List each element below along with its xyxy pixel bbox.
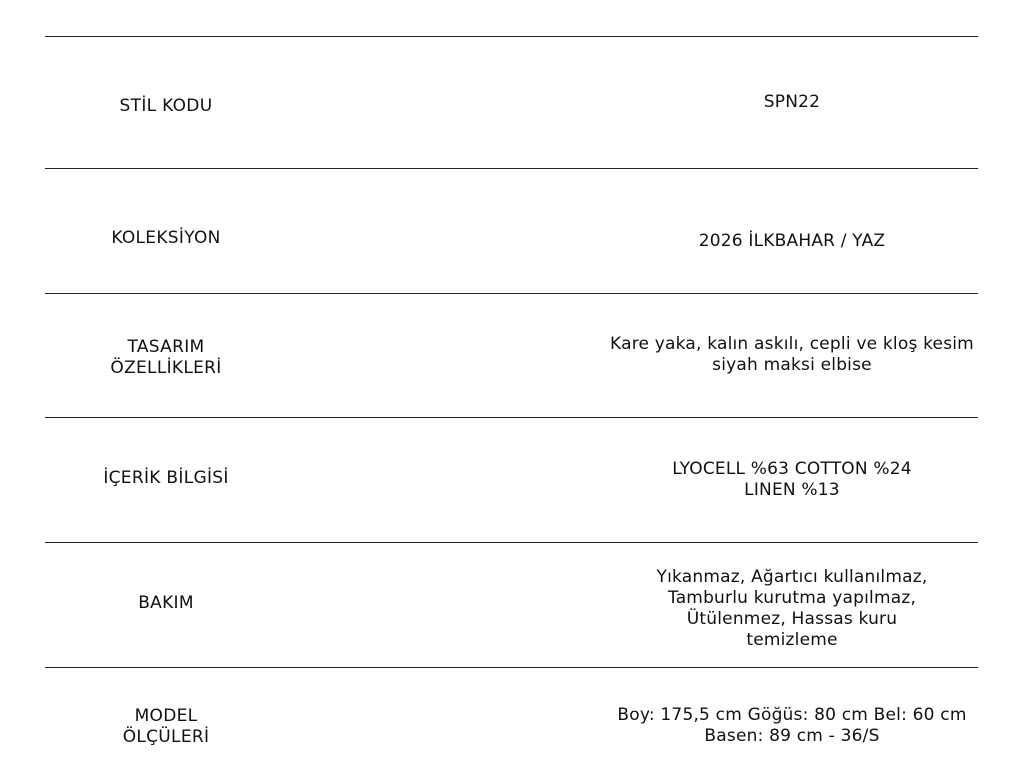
spec-row-design-features: [45, 294, 978, 418]
spec-label: TASARIM ÖZELLİKLERİ: [110, 337, 222, 378]
spec-value: SPN22: [763, 92, 821, 112]
spec-label: KOLEKSİYON: [111, 228, 221, 248]
spec-label: BAKIM: [138, 593, 194, 613]
spec-row-collection: [45, 169, 978, 294]
spec-value: LYOCELL %63 COTTON %24 LINEN %13: [672, 459, 912, 500]
spec-label: STİL KODU: [119, 96, 213, 116]
spec-value: Boy: 175,5 cm Göğüs: 80 cm Bel: 60 cm Basen: 89 cm - 36/S: [617, 705, 967, 746]
spec-label: MODEL ÖLÇÜLERİ: [122, 706, 210, 747]
spec-value: Yıkanmaz, Ağartıcı kullanılmaz, Tamburlu kurutma yapılmaz, Ütülenmez, Hassas kuru temizleme: [656, 567, 928, 650]
spec-label: İÇERİK BİLGİSİ: [103, 468, 229, 488]
product-spec-table: [45, 36, 978, 772]
spec-value: Kare yaka, kalın askılı, cepli ve kloş kesim siyah maksi elbise: [610, 334, 974, 375]
spec-value: 2026 İLKBAHAR / YAZ: [698, 231, 886, 251]
spec-row-content-info: [45, 418, 978, 543]
spec-row-care: [45, 543, 978, 668]
spec-row-style-code: [45, 37, 978, 169]
spec-row-model-measurements: [45, 668, 978, 772]
